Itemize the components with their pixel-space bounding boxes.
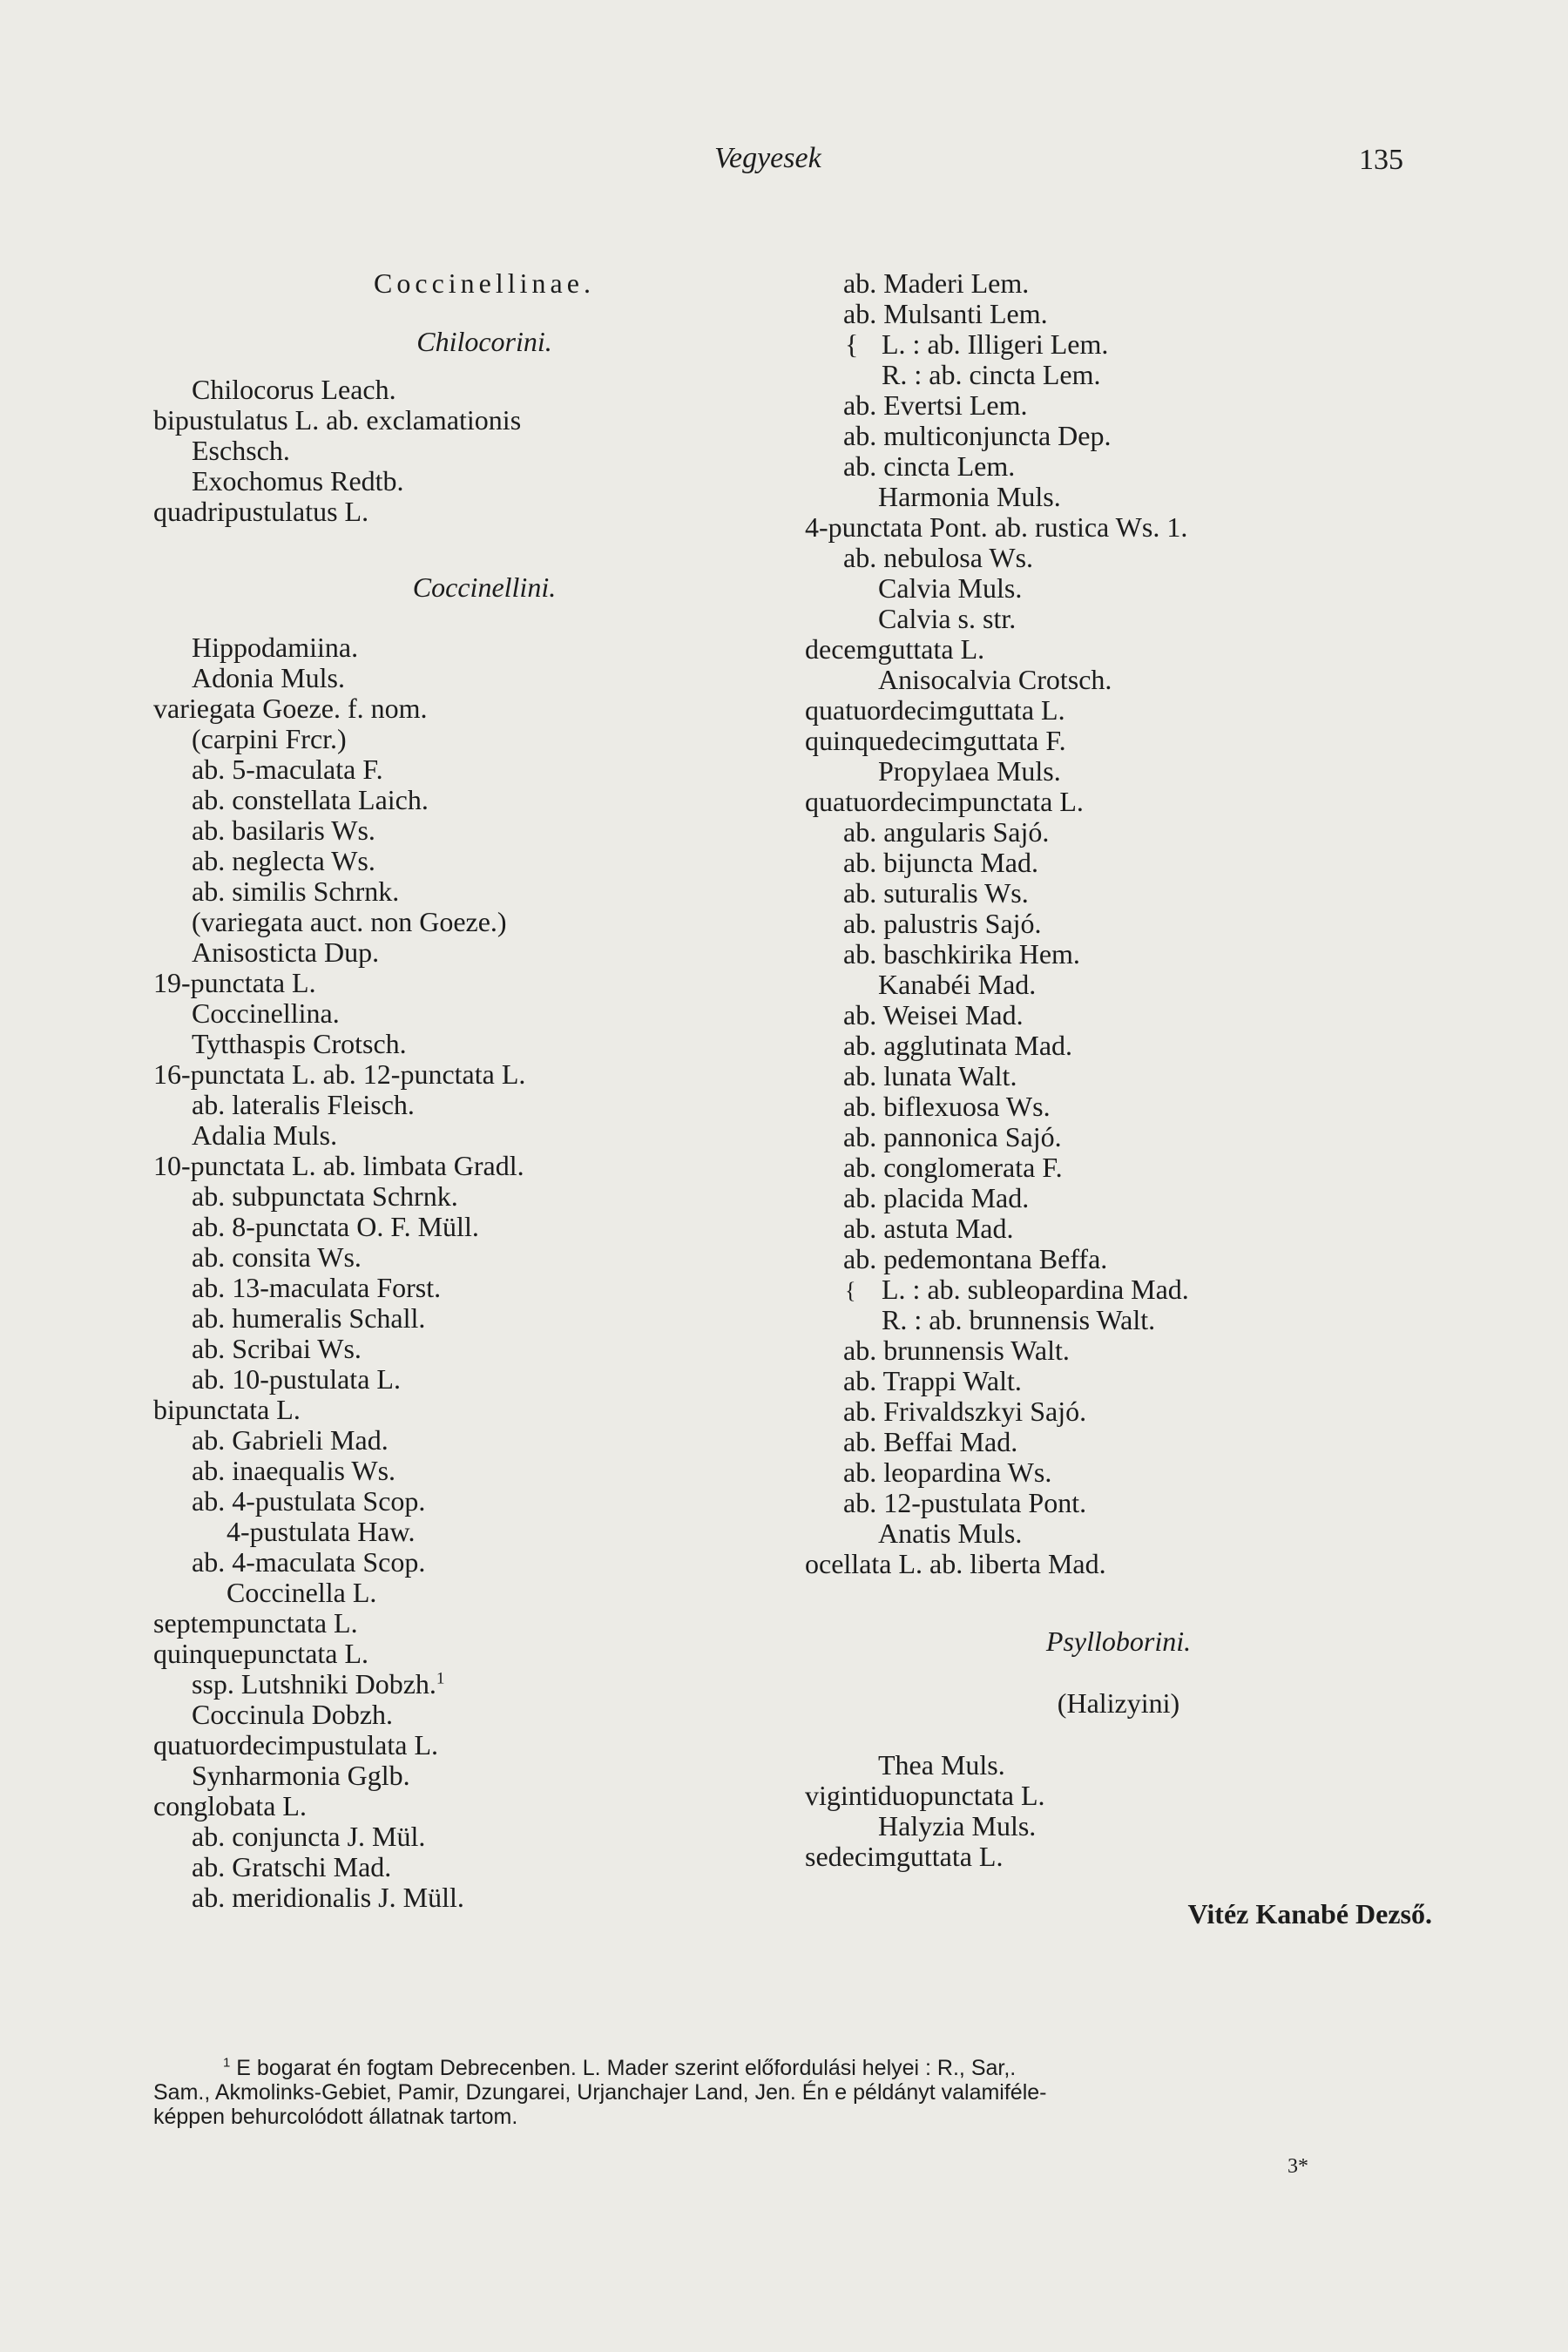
species-line: quadripustulatus L. bbox=[153, 496, 369, 527]
species-line: conglobata L. bbox=[153, 1790, 307, 1821]
aberration-line: ab. humeralis Schall. bbox=[192, 1302, 426, 1334]
aberration-line: ab. suturalis Ws. bbox=[843, 877, 1029, 909]
genus-line: Coccinella L. bbox=[226, 1577, 377, 1608]
tribe-heading: Psylloborini. bbox=[1045, 1625, 1192, 1657]
aberration-line: ab. palustris Sajó. bbox=[843, 908, 1042, 939]
running-header-title: Vegyesek bbox=[714, 142, 821, 174]
genus-line: Anatis Muls. bbox=[878, 1517, 1023, 1549]
form-line: R. : ab. cincta Lem. bbox=[882, 359, 1101, 390]
species-line: decemguttata L. bbox=[805, 633, 985, 665]
footnote-number: 1 bbox=[223, 2055, 231, 2071]
species-line: Eschsch. bbox=[192, 435, 290, 466]
aberration-line: ab. lateralis Fleisch. bbox=[192, 1089, 415, 1120]
aberration-line: ab. leopardina Ws. bbox=[843, 1456, 1052, 1488]
aberration-line: ab. cincta Lem. bbox=[843, 450, 1016, 482]
tribe-heading: Chilocorini. bbox=[416, 326, 552, 357]
subtribe-line: Hippodamiina. bbox=[192, 632, 359, 663]
aberration-line: ab. conglomerata F. bbox=[843, 1152, 1063, 1183]
aberration-line: ab. lunata Walt. bbox=[843, 1060, 1017, 1092]
genus-line: Chilocorus Leach. bbox=[192, 374, 396, 405]
aberration-line: ab. similis Schrnk. bbox=[192, 875, 400, 907]
species-line: ocellata L. ab. liberta Mad. bbox=[805, 1548, 1106, 1579]
aberration-line: ab. multiconjuncta Dep. bbox=[843, 420, 1112, 451]
aberration-line: ab. 12-pustulata Pont. bbox=[843, 1487, 1087, 1518]
aberration-line: ab. astuta Mad. bbox=[843, 1213, 1014, 1244]
aberration-line: ab. brunnensis Walt. bbox=[843, 1335, 1070, 1366]
species-line: 10-punctata L. ab. limbata Gradl. bbox=[153, 1150, 524, 1181]
brace-glyph: { bbox=[845, 1278, 856, 1303]
aberration-line: ab. 13-maculata Forst. bbox=[192, 1272, 442, 1303]
footnote-text: E bogarat én fogtam Debrecenben. L. Mader szerint előfordulási helyei : R., Sar,. bbox=[236, 2056, 1017, 2080]
aberration-line: ab. Beffai Mad. bbox=[843, 1426, 1018, 1457]
aberration-line: ab. Gabrieli Mad. bbox=[192, 1424, 389, 1456]
genus-line: Halyzia Muls. bbox=[878, 1810, 1037, 1842]
species-line: septempunctata L. bbox=[153, 1607, 358, 1639]
footnote-line bbox=[153, 2056, 1416, 2080]
printer-signature: 3* bbox=[1288, 2155, 1308, 2178]
aberration-line: ab. 10-pustulata L. bbox=[192, 1363, 401, 1395]
form-line: L. : ab. Illigeri Lem. bbox=[882, 328, 1109, 360]
subtribe-line: Coccinellina. bbox=[192, 997, 340, 1029]
aberration-line: ab. Weisei Mad. bbox=[843, 999, 1024, 1031]
species-line: vigintiduopunctata L. bbox=[805, 1780, 1045, 1811]
genus-line: Calvia Muls. bbox=[878, 572, 1023, 604]
species-line: bipustulatus L. ab. exclamationis bbox=[153, 404, 522, 436]
species-line: sedecimguttata L. bbox=[805, 1841, 1004, 1872]
aberration-line: ab. angularis Sajó. bbox=[843, 816, 1050, 848]
species-line: 16-punctata L. ab. 12-punctata L. bbox=[153, 1058, 526, 1090]
species-line: quatuordecimpunctata L. bbox=[805, 786, 1084, 817]
subgenus-line: Anisocalvia Crotsch. bbox=[878, 664, 1112, 695]
footnote-line: képpen behurcolódott állatnak tartom. bbox=[153, 2105, 518, 2129]
genus-line: Harmonia Muls. bbox=[878, 481, 1061, 512]
genus-line: Tytthaspis Crotsch. bbox=[192, 1028, 407, 1059]
species-line: quatuordecimguttata L. bbox=[805, 694, 1065, 726]
bracket-group bbox=[805, 1274, 1432, 1335]
page-number: 135 bbox=[1359, 144, 1403, 176]
subspecies-line bbox=[153, 1669, 815, 1700]
species-line: 4-punctata Pont. ab. rustica Ws. 1. bbox=[805, 511, 1188, 543]
right-column bbox=[805, 268, 1432, 1931]
aberration-line: ab. inaequalis Ws. bbox=[192, 1455, 396, 1486]
aberration-line: ab. Maderi Lem. bbox=[843, 267, 1030, 299]
subgenus-line: Calvia s. str. bbox=[878, 603, 1017, 634]
aberration-line: ab. Mulsanti Lem. bbox=[843, 298, 1048, 329]
aberration-line: ab. 4-pustulata Scop. bbox=[192, 1485, 426, 1517]
section-title: Coccinellinae. bbox=[374, 267, 595, 299]
aberration-line: ab. biflexuosa Ws. bbox=[843, 1091, 1051, 1122]
aberration-line: ab. baschkirika Hem. bbox=[843, 938, 1080, 970]
footnote-marker[interactable]: 1 bbox=[436, 1669, 445, 1688]
aberration-line: ab. 4-maculata Scop. bbox=[192, 1546, 426, 1578]
species-line: 19-punctata L. bbox=[153, 967, 316, 998]
aberration-line: ab. Trappi Walt. bbox=[843, 1365, 1022, 1396]
aberration-line: ab. basilaris Ws. bbox=[192, 814, 375, 846]
aberration-line: ab. pannonica Sajó. bbox=[843, 1121, 1062, 1152]
form-line: R. : ab. brunnensis Walt. bbox=[882, 1304, 1156, 1335]
aberration-line: ab. conjuncta J. Mül. bbox=[192, 1821, 426, 1852]
aberration-line: ab. neglecta Ws. bbox=[192, 845, 375, 876]
aberration-line: ab. agglutinata Mad. bbox=[843, 1030, 1073, 1061]
species-line: bipunctata L. bbox=[153, 1394, 301, 1425]
aberration-line: ab. Frivaldszkyi Sajó. bbox=[843, 1396, 1087, 1427]
footnote bbox=[153, 2056, 1416, 2129]
species-line: variegata Goeze. f. nom. bbox=[153, 693, 428, 724]
genus-line: Synharmonia Gglb. bbox=[192, 1760, 410, 1791]
genus-line: Adonia Muls. bbox=[192, 662, 345, 693]
aberration-line: ab. subpunctata Schrnk. bbox=[192, 1180, 458, 1212]
tribe-heading: Coccinellini. bbox=[412, 571, 557, 603]
genus-line: Thea Muls. bbox=[878, 1749, 1005, 1781]
genus-line: Exochomus Redtb. bbox=[192, 465, 404, 497]
aberration-line: ab. Gratschi Mad. bbox=[192, 1851, 392, 1882]
aberration-line: ab. Evertsi Lem. bbox=[843, 389, 1028, 421]
aberration-line: ab. Scribai Ws. bbox=[192, 1333, 362, 1364]
synonym-line: 4-pustulata Haw. bbox=[226, 1516, 416, 1547]
aberration-line: ab. constellata Laich. bbox=[192, 784, 429, 815]
species-line: Kanabéi Mad. bbox=[878, 969, 1037, 1000]
bracket-group bbox=[805, 329, 1432, 390]
aberration-line: ab. consita Ws. bbox=[192, 1241, 362, 1273]
aberration-line: ab. placida Mad. bbox=[843, 1182, 1030, 1213]
aberration-line: ab. bijuncta Mad. bbox=[843, 847, 1038, 878]
author-signature: Vitéz Kanabé Dezső. bbox=[1187, 1898, 1432, 1930]
genus-line: Coccinula Dobzh. bbox=[192, 1699, 394, 1730]
species-line: quinquedecimguttata F. bbox=[805, 725, 1066, 756]
aberration-line: ab. meridionalis J. Müll. bbox=[192, 1882, 464, 1913]
species-line: quinquepunctata L. bbox=[153, 1638, 369, 1669]
brace-glyph: { bbox=[845, 328, 859, 360]
aberration-line: ab. nebulosa Ws. bbox=[843, 542, 1034, 573]
form-line: L. : ab. subleopardina Mad. bbox=[882, 1274, 1189, 1305]
aberration-line: ab. pedemontana Beffa. bbox=[843, 1243, 1108, 1274]
left-column bbox=[153, 268, 815, 1913]
aberration-line: ab. 8-punctata O. F. Müll. bbox=[192, 1211, 479, 1242]
synonym-line: (variegata auct. non Goeze.) bbox=[192, 906, 507, 937]
species-line: quatuordecimpustulata L. bbox=[153, 1729, 439, 1761]
subspecies-text: ssp. Lutshniki Dobzh. bbox=[192, 1668, 436, 1700]
footnote-line: Sam., Akmolinks-Gebiet, Pamir, Dzungarei, Urjanchajer Land, Jen. Én e példányt valamiféle- bbox=[153, 2080, 1047, 2105]
genus-line: Adalia Muls. bbox=[192, 1119, 338, 1151]
species-line: (carpini Frcr.) bbox=[192, 723, 347, 754]
subtribe-heading: (Halizyini) bbox=[1057, 1687, 1180, 1719]
genus-line: Anisosticta Dup. bbox=[192, 936, 380, 968]
genus-line: Propylaea Muls. bbox=[878, 755, 1061, 787]
aberration-line: ab. 5-maculata F. bbox=[192, 754, 383, 785]
